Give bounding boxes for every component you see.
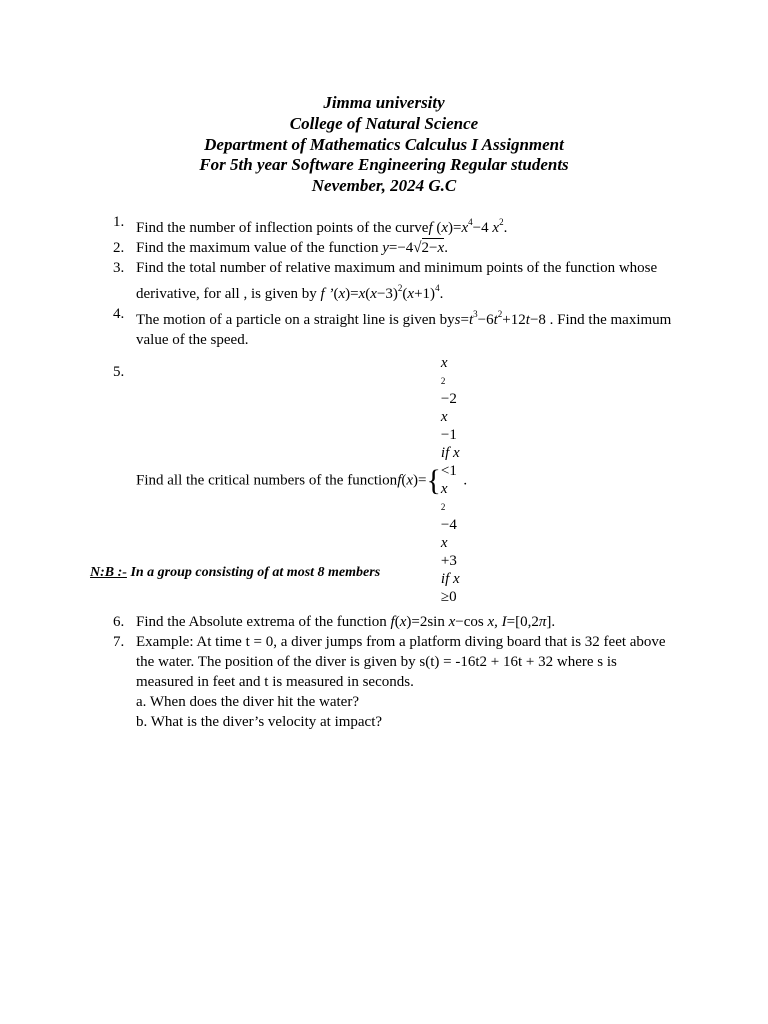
question-text: Example: At time t = 0, a diver jumps from a platform diving board that is 32 feet above the water. The position of the diver is given by s(t) = -16t2 + 16t + 32 where s is measured in feet and t is measured in seconds.	[136, 634, 666, 690]
question-text: The motion of a particle on a straight line is given by	[136, 312, 455, 328]
college-name: College of Natural Science	[289, 113, 479, 133]
question-list	[108, 212, 678, 732]
question-number: 3.	[113, 260, 125, 276]
formula: f	[397, 472, 402, 489]
question-text: Find the Absolute extrema of the function	[136, 614, 391, 630]
sub-question-b: b. What is the diver’s velocity at impact?	[136, 714, 383, 730]
group-note	[90, 565, 380, 581]
target-students: For 5th year Software Engineering Regular students	[199, 155, 569, 175]
question-number: 5.	[113, 364, 125, 380]
question-text: Find the number of inflection points of the curve	[136, 220, 429, 236]
question-6: 6. Find the Absolute extrema of the function f(x)=2sin x−cos x, I=[0,2π].	[113, 614, 556, 630]
document-header	[0, 93, 768, 197]
question-text: Find the total number of relative maximum and minimum points of the function whose derivative, for all , is given by	[136, 260, 658, 302]
formula: s	[454, 312, 461, 328]
note-text: In a group consisting of at most 8 members	[126, 565, 381, 580]
question-text: Find all the critical numbers of the function	[136, 472, 398, 489]
question-4: 4. The motion of a particle on a straight line is given $bys=t^3-6t^2+12t-8$ . Find the maximum value of the speed.	[113, 306, 672, 348]
formula: y	[382, 240, 389, 256]
question-7	[108, 632, 678, 732]
question-number: 4.	[113, 306, 125, 322]
question-number: 2.	[113, 240, 125, 256]
formula: f ’	[320, 286, 334, 302]
piecewise-cases: x 2 −2 x −1 if x <1 x 2 −4 x +3 if x ≥0	[440, 355, 460, 605]
question-number: 1.	[113, 214, 125, 230]
note-label: N:B :-	[90, 565, 127, 580]
document-date: Nevember, 2024 G.C	[311, 176, 457, 196]
question-2: 2. Find the maximum value of the function y=−4√2−x.	[113, 240, 448, 256]
formula: f	[428, 220, 433, 236]
university-name: Jimma university	[323, 93, 445, 112]
question-1: 1. Find the number of inflection points of the curvef $(x)=x^4-4$ $x^2$.	[113, 214, 508, 236]
question-number: 6.	[113, 614, 125, 630]
formula: f	[390, 614, 395, 630]
sub-question-a: a. When does the diver hit the water?	[136, 694, 359, 710]
question-text-end: . Find the maximum value of the speed.	[136, 312, 672, 348]
question-text: Find the maximum value of the function	[136, 240, 383, 256]
department-title: Department of Mathematics Calculus I Assignment	[204, 134, 564, 154]
question-number: 7.	[113, 634, 125, 650]
question-5: 5. Find all the critical numbers of the functionf(x)={ x 2 −2 x −1 if x <1 x 2 −4 x +3 if x ≥0 .	[113, 355, 468, 605]
question-3: 3. Find the total number of relative maximum and minimum points of the function whose derivative, for all , is given by f $’(x)=x(x-3)^2(x+1)^4$.	[113, 260, 658, 302]
